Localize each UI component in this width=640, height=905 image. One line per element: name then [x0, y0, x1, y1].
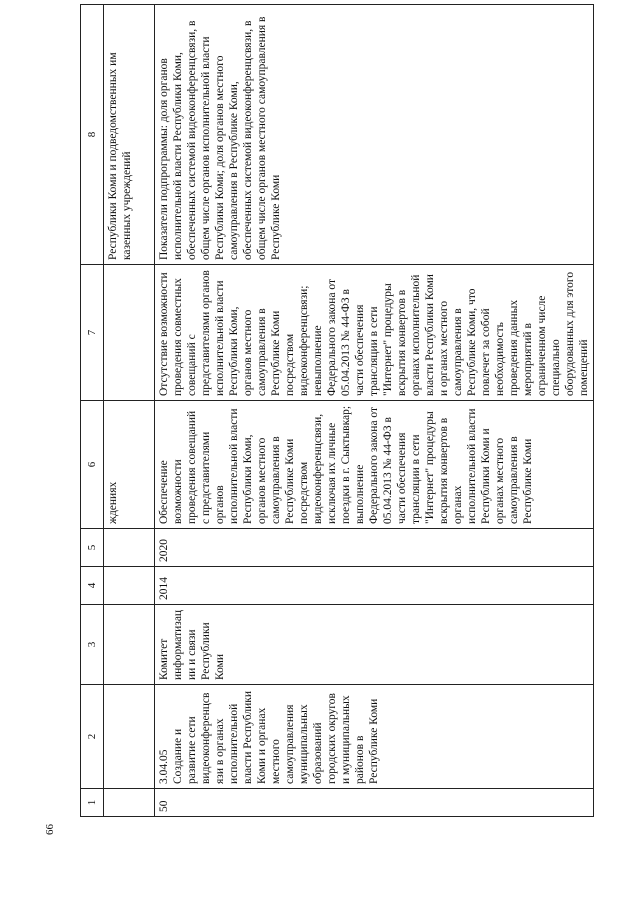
- responsible-executor: Комитет информатизации и связи Республики Коми: [155, 605, 594, 685]
- program-table: [80, 4, 594, 817]
- header-cell-7: 7: [81, 265, 104, 401]
- page-number: 66: [44, 824, 56, 835]
- cont-cell-3: [104, 605, 155, 685]
- end-year: 2020: [155, 529, 594, 567]
- row-number: 50: [155, 789, 594, 817]
- indicators: Показатели подпрограммы: доля органов исполнительной власти Республики Коми, обеспеченных системой видеоконференцсвязи, в общем числе органов исполнительной власти Республики Коми; доля органов местного самоуправления в Республике Коми, обеспеченных системой видеоконференцсвязи, в общем числе органов местного самоуправления в Республике Коми: [155, 5, 594, 265]
- header-cell-1: 1: [81, 789, 104, 817]
- measure-name: Создание и развитие сети видеоконференцсвязи в органах исполнительной власти Республики Коми и органах местного самоуправления муниципальных образований городских округов и муниципальных районов в Республике Коми: [172, 691, 380, 784]
- header-cell-2: 2: [81, 685, 104, 789]
- header-cell-4: 4: [81, 567, 104, 605]
- cont-cell-1: [104, 789, 155, 817]
- header-cell-5: 5: [81, 529, 104, 567]
- cont-cell-5: [104, 529, 155, 567]
- cont-cell-8: Республики Коми и подведомственных им казенных учреждений: [104, 5, 155, 265]
- cont-cell-4: [104, 567, 155, 605]
- start-year: 2014: [155, 567, 594, 605]
- table-row: [155, 5, 594, 817]
- cont-cell-6: ждениях: [104, 401, 155, 529]
- header-cell-6: 6: [81, 401, 104, 529]
- expected-result: Обеспечение возможности проведения совещаний с представителями органов исполнительной власти Республики Коми, органов местного самоуправления в Республике Коми посредством видеоконференцсвязи, исключая их личные поездки в г. Сыктывкар; выполнение Федерального закона от 05.04.2013 № 44-ФЗ в части обеспечения трансляции в сети "Интернет" процедуры вскрытия конвертов в органах исполнительной власти Республики Коми и органах местного самоуправления в Республике Коми: [155, 401, 594, 529]
- header-cell-3: 3: [81, 605, 104, 685]
- measure-code: 3.04.05: [158, 749, 170, 784]
- header-cell-8: 8: [81, 5, 104, 265]
- continuation-row: [104, 5, 155, 817]
- header-row: [81, 5, 104, 817]
- cont-cell-2: [104, 685, 155, 789]
- consequences: Отсутствие возможности проведения совместных совещаний с представителями органов исполнительной власти Республики Коми, органов местного самоуправления в Республике Коми посредством видеоконференцсвязи; невыполнение Федерального закона от 05.04.2013 № 44-ФЗ в части обеспечения трансляции в сети "Интернет" процедуры вскрытия конвертов в органах исполнительной власти Республики Коми и органах местного самоуправления в Республике Коми, что повлечет за собой необходимость проведения данных мероприятий в ограниченном числе специально оборудованных для этого помещений: [155, 265, 594, 401]
- cont-cell-7: [104, 265, 155, 401]
- measure-cell: [155, 685, 594, 789]
